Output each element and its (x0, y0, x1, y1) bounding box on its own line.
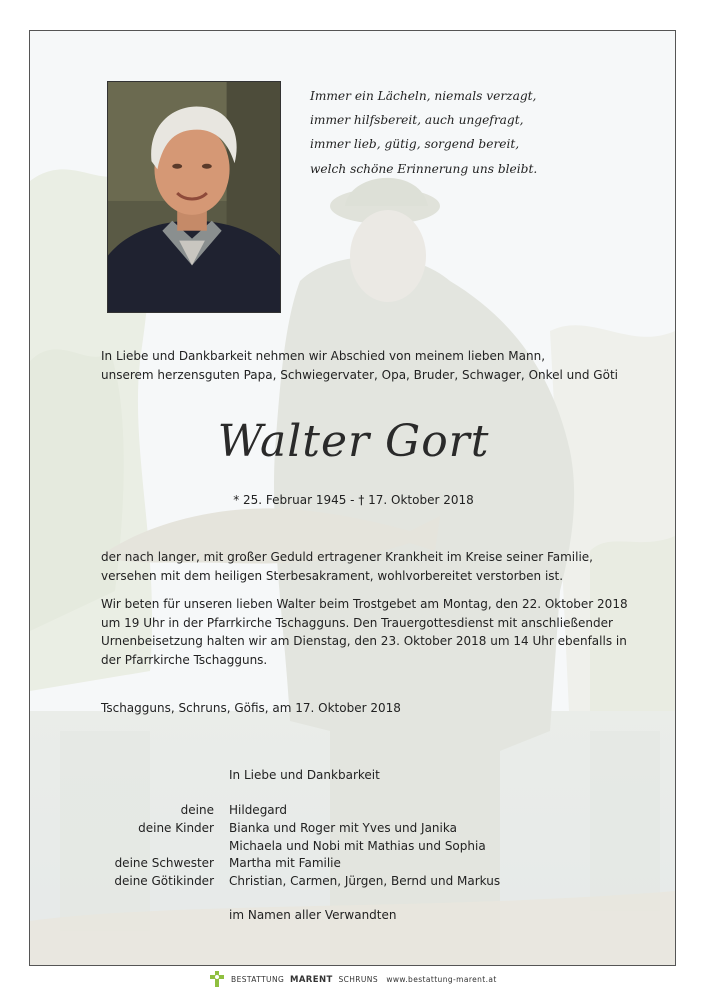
signoff-intro: In Liebe und Dankbarkeit (229, 768, 380, 782)
service-line: um 19 Uhr in der Pfarrkirche Tschagguns. Den Trauergottesdienst mit anschließender (101, 615, 613, 630)
mourner-label: deine (180, 803, 214, 817)
closing-text: im Namen aller Verwandten (229, 908, 397, 922)
mourner-names: Bianka und Roger mit Yves und Janika (229, 821, 457, 835)
poem-line: welch schöne Erinnerung uns bleibt. (310, 161, 538, 176)
mourner-label: deine Kinder (138, 821, 214, 835)
portrait-photo (107, 81, 281, 313)
life-dates: * 25. Februar 1945 - † 17. Oktober 2018 (233, 493, 474, 507)
portrait-image (108, 82, 280, 312)
passing-line: der nach langer, mit großer Geduld ertragener Krankheit im Kreise seiner Familie, (101, 550, 593, 564)
funeral-home-logo-icon (210, 971, 224, 989)
footer (0, 971, 707, 989)
intro-line: In Liebe und Dankbarkeit nehmen wir Abschied von meinem lieben Mann, (101, 349, 546, 363)
footer-website-link[interactable]: www.bestattung-marent.at (386, 975, 497, 984)
poem (310, 84, 537, 181)
service-line: Wir beten für unseren lieben Walter beim Trostgebet am Montag, den 22. Oktober 2018 (101, 597, 628, 611)
mourner-label: deine Schwester (114, 856, 214, 870)
mourner-names: Hildegard (229, 803, 288, 817)
footer-location: SCHRUNS (338, 975, 378, 984)
intro-line: unserem herzensguten Papa, Schwiegervater, Opa, Bruder, Schwager, Onkel und Göti (101, 367, 618, 382)
mourner-names: Michaela und Nobi mit Mathias und Sophia (229, 839, 486, 853)
footer-brand: MARENT (289, 975, 333, 985)
passing-line: versehen mit dem heiligen Sterbesakrament, wohlvorbereitet verstorben ist. (101, 568, 564, 583)
place-date: Tschagguns, Schruns, Göfis, am 17. Oktober 2018 (101, 701, 401, 715)
service-text (101, 595, 628, 669)
poem-line: immer lieb, gütig, sorgend bereit, (310, 137, 520, 152)
deceased-name: Walter Gort (217, 416, 490, 467)
poem-line: Immer ein Lächeln, niemals verzagt, (310, 89, 537, 103)
passing-text (101, 548, 593, 585)
service-line: der Pfarrkirche Tschagguns. (101, 652, 268, 667)
mourner-names: Christian, Carmen, Jürgen, Bernd und Markus (229, 874, 501, 888)
poem-line: immer hilfsbereit, auch ungefragt, (310, 113, 524, 128)
service-line: Urnenbeisetzung halten wir am Dienstag, den 23. Oktober 2018 um 14 Uhr ebenfalls in (101, 634, 627, 649)
intro-text (101, 347, 618, 384)
footer-prefix: BESTATTUNG (231, 975, 285, 984)
mourner-label: deine Götikinder (114, 874, 214, 888)
mourner-names: Martha mit Familie (229, 856, 341, 870)
